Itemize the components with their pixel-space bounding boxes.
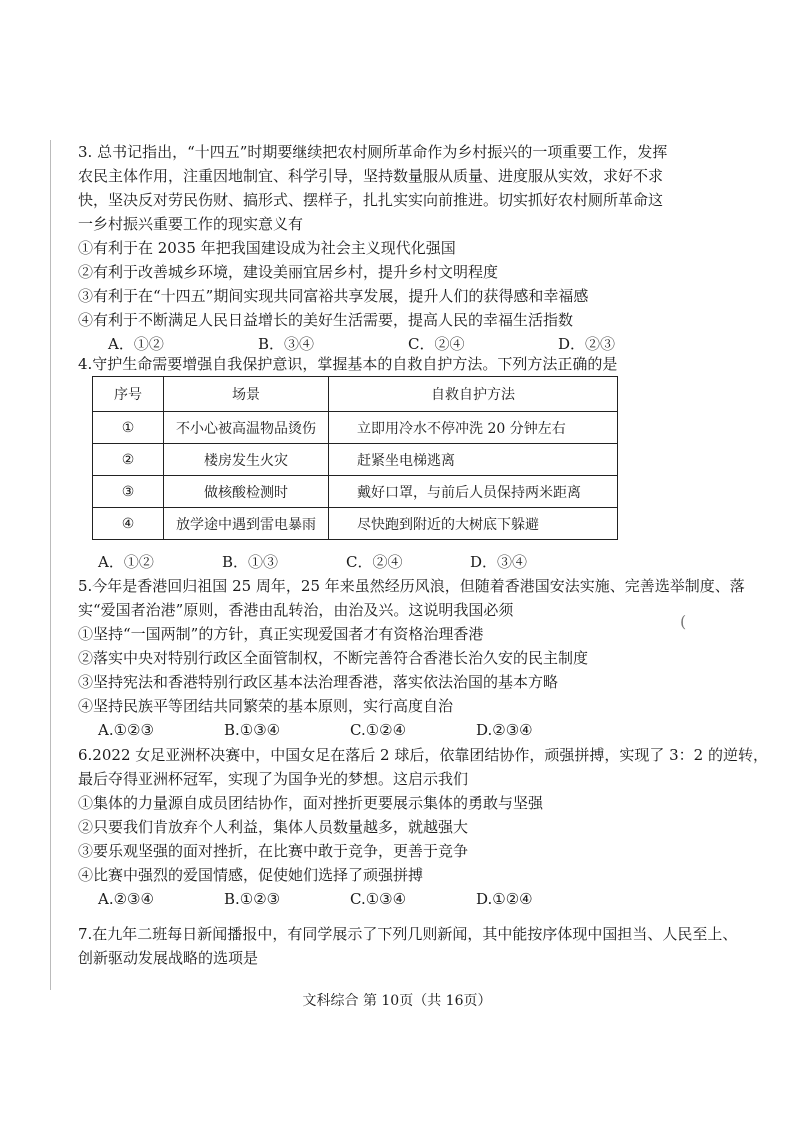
q6-option-b[interactable]: B.①②③ (224, 890, 281, 908)
row-scene: 做核酸检测时 (164, 476, 329, 508)
header-scene: 场景 (164, 377, 329, 412)
row-scene: 楼房发生火灾 (164, 444, 329, 476)
q3-line: 农民主体作用，注重因地制宜、科学引导，坚持数量服从质量、进度服从实效，求好不求 (78, 167, 664, 185)
q6-choice: ①集体的力量源自成员团结协作，面对挫折更要展示集体的勇敢与坚强 (78, 794, 544, 812)
q5-option-c[interactable]: C.①②④ (350, 721, 407, 739)
q6-option-a[interactable]: A.②③④ (98, 890, 154, 908)
q7-line: 创新驱动发展战略的选项是 (78, 949, 259, 967)
q7-line: 7.在九年二班每日新闻播报中，有同学展示了下列几则新闻，其中能按序体现中国担当、人民至上、 (78, 925, 738, 943)
question-5 (78, 574, 745, 742)
scan-mark: ( (680, 612, 687, 631)
question-7 (78, 922, 737, 970)
q3-option-c[interactable]: C．②④ (408, 335, 465, 353)
q6-choice: ④比赛中强烈的爱国情感，促使她们选择了顽强拼搏 (78, 866, 424, 884)
row-method: 立即用冷水不停冲洗 20 分钟左右 (329, 412, 618, 444)
row-number: ③ (93, 476, 164, 508)
q5-choice: ③坚持宪法和香港特别行政区基本法治理香港，落实依法治国的基本方略 (78, 673, 559, 691)
table-row (93, 508, 618, 540)
q5-choice: ①坚持“一国两制”的方针，真正实现爱国者才有资格治理香港 (78, 625, 484, 643)
q3-option-d[interactable]: D．②③ (558, 335, 616, 353)
q6-line: 最后夺得亚洲杯冠军，实现了为国争光的梦想。这启示我们 (78, 770, 469, 788)
q5-choice: ④坚持民族平等团结共同繁荣的基本原则，实行高度自治 (78, 697, 454, 715)
q3-line: 3. 总书记指出，“十四五”时期要继续把农村厕所革命作为乡村振兴的一项重要工作，发挥 (78, 143, 668, 161)
row-number: ② (93, 444, 164, 476)
row-scene: 放学途中遇到雷电暴雨 (164, 508, 329, 540)
q3-choice: ①有利于在 2035 年把我国建设成为社会主义现代化强国 (78, 239, 456, 257)
q3-line: 快，坚决反对劳民伤财、搞形式、摆样子，扎扎实实向前推进。切实抓好农村厕所革命这 (78, 191, 664, 209)
q3-choice: ②有利于改善城乡环境，建设美丽宜居乡村，提升乡村文明程度 (78, 263, 499, 281)
question-4-stem: 4.守护生命需要增强自我保护意识，掌握基本的自救自护方法。下列方法正确的是 (78, 355, 618, 373)
header-method: 自救自护方法 (329, 377, 618, 412)
row-number: ① (93, 412, 164, 444)
q6-choice: ③要乐观坚强的面对挫折，在比赛中敢于竞争，更善于竞争 (78, 842, 469, 860)
q4-options (98, 550, 527, 574)
q5-option-d[interactable]: D.②③④ (476, 721, 533, 739)
q5-line: 实“爱国者治港”原则，香港由乱转治，由治及兴。这说明我国必须 (78, 601, 514, 619)
table-header-row (93, 377, 618, 412)
row-method: 赶紧坐电梯逃离 (329, 444, 618, 476)
q3-line: 一乡村振兴重要工作的现实意义有 (78, 215, 304, 233)
row-scene: 不小心被高温物品烫伤 (164, 412, 329, 444)
header-number: 序号 (93, 377, 164, 412)
self-rescue-table (92, 376, 618, 540)
question-6 (78, 743, 768, 911)
q5-option-b[interactable]: B.①③④ (224, 721, 281, 739)
row-method: 尽快跑到附近的大树底下躲避 (329, 508, 618, 540)
q5-line: 5.今年是香港回归祖国 25 周年，25 年来虽然经历风浪，但随着香港国安法实施、完善选举制度、落 (78, 577, 745, 595)
q5-option-a[interactable]: A.①②③ (98, 721, 154, 739)
row-number: ④ (93, 508, 164, 540)
table-row (93, 444, 618, 476)
table-row (93, 412, 618, 444)
q6-option-c[interactable]: C.①③④ (350, 890, 407, 908)
q6-choice: ②只要我们肯放弃个人利益，集体人员数量越多，就越强大 (78, 818, 469, 836)
table-row (93, 476, 618, 508)
row-method: 戴好口罩，与前后人员保持两米距离 (329, 476, 618, 508)
q5-choice: ②落实中央对特别行政区全面管制权，不断完善符合香港长治久安的民主制度 (78, 649, 589, 667)
page-footer: 文科综合 第 10页（共 16页） (302, 993, 492, 1009)
q6-line: 6.2022 女足亚洲杯决赛中，中国女足在落后 2 球后，依靠团结协作，顽强拼搏，实现了 3：2 的逆转， (78, 746, 768, 764)
q4-option-b[interactable]: B．①③ (222, 553, 279, 571)
q5-options (78, 718, 745, 742)
margin-line (50, 140, 51, 990)
q3-choice: ③有利于在“十四五”期间实现共同富裕共享发展，提升人们的获得感和幸福感 (78, 287, 589, 305)
q6-option-d[interactable]: D.①②④ (476, 890, 533, 908)
q3-choice: ④有利于不断满足人民日益增长的美好生活需要，提高人民的幸福生活指数 (78, 311, 574, 329)
q6-options (78, 887, 768, 911)
q3-option-b[interactable]: B．③④ (258, 335, 315, 353)
q4-option-d[interactable]: D．③④ (470, 553, 528, 571)
q3-option-a[interactable]: A．①② (108, 335, 164, 353)
q4-option-c[interactable]: C．②④ (346, 553, 403, 571)
question-3 (78, 140, 667, 356)
q4-option-a[interactable]: A．①② (98, 553, 154, 571)
